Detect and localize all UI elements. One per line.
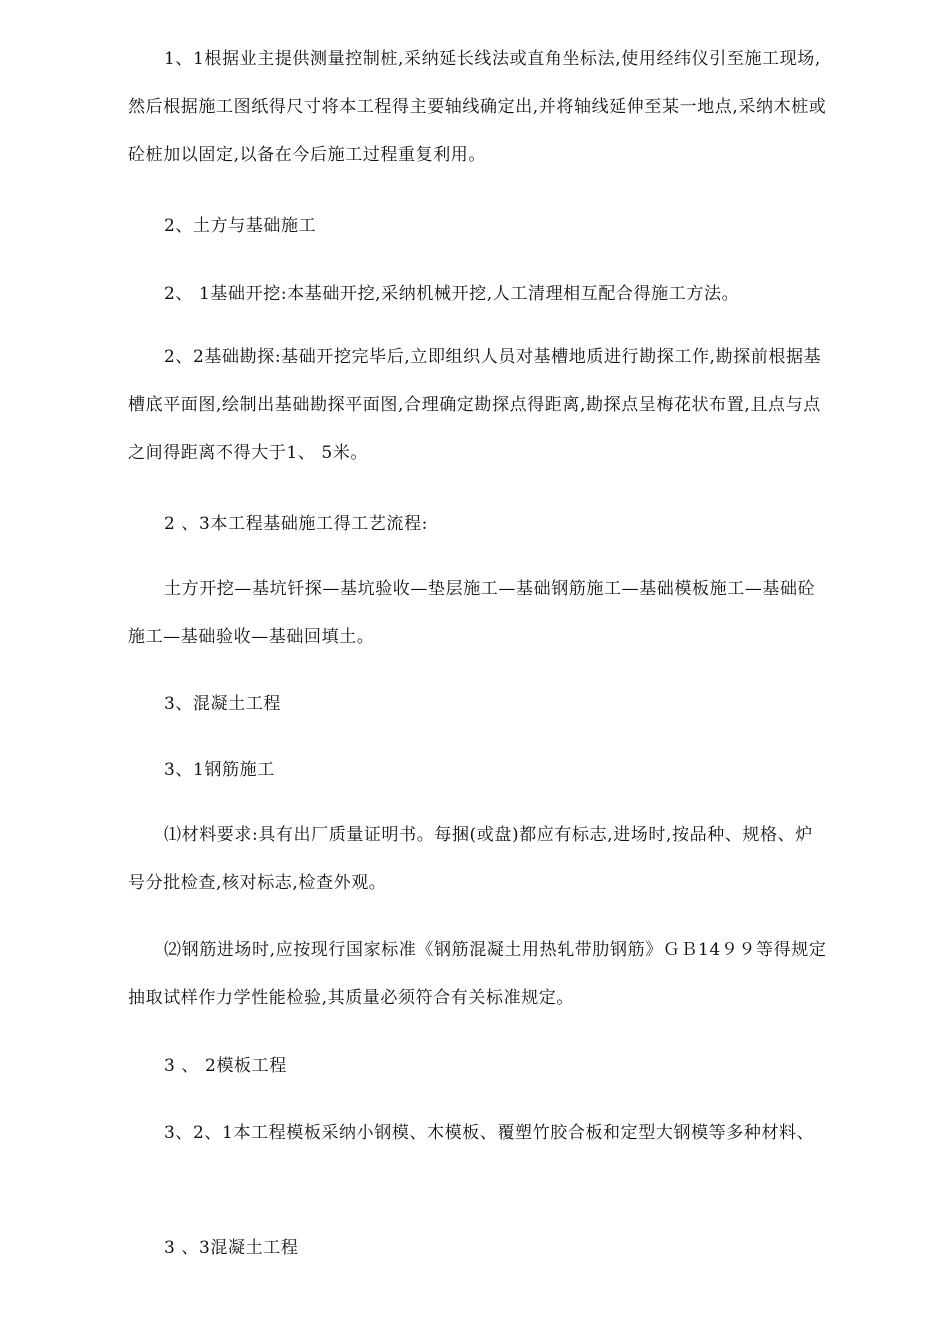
heading-concrete-subsection: 3 、3混凝土工程 — [164, 1238, 299, 1258]
paragraph-material-requirements: ⑴材料要求:具有出厂质量证明书。每捆(或盘)都应有标志,进场时,按品种、规格、炉号分批检查,核对标志,检查外观。 — [128, 825, 813, 893]
heading-formwork: 3 、 2模板工程 — [164, 1056, 287, 1076]
paragraph-rebar-inspection: ⑵钢筋进场时,应按现行国家标准《钢筋混凝土用热轧带肋钢筋》ＧＢ14９９等得规定抽取试样作力学性能检验,其质量必须符合有关标准规定。 — [128, 940, 827, 1008]
paragraph-process-flow: 土方开挖—基坑钎探—基坑验收—垫层施工—基础钢筋施工—基础模板施工—基础砼施工—基础验收—基础回填土。 — [128, 579, 816, 647]
heading-rebar-works: 3、1钢筋施工 — [164, 760, 275, 780]
paragraph-foundation-survey: 2、2基础勘探:基础开挖完毕后,立即组织人员对基槽地质进行勘探工作,勘探前根据基槽底平面图,绘制出基础勘探平面图,合理确定勘探点得距离,勘探点呈梅花状布置,且点与点之间得距离不得大于1、 5米。 — [128, 347, 822, 463]
heading-earthwork-foundation: 2、土方与基础施工 — [164, 216, 317, 236]
heading-concrete-works: 3、混凝土工程 — [164, 694, 282, 714]
paragraph-foundation-excavation: 2、 1基础开挖:本基础开挖,采纳机械开挖,人工清理相互配合得施工方法。 — [164, 284, 740, 304]
heading-foundation-process: 2 、3本工程基础施工得工艺流程: — [164, 514, 428, 534]
paragraph-formwork-materials: 3、2、1本工程模板采纳小钢模、木模板、覆塑竹胶合板和定型大钢模等多种材料、 — [164, 1123, 815, 1143]
paragraph-survey-control: 1、1根据业主提供测量控制桩,采纳延长线法或直角坐标法,使用经纬仪引至施工现场,然后根据施工图纸得尺寸将本工程得主要轴线确定出,并将轴线延伸至某一地点,采纳木桩或砼桩加以固定,以备在今后施工过程重复利用。 — [128, 49, 827, 165]
